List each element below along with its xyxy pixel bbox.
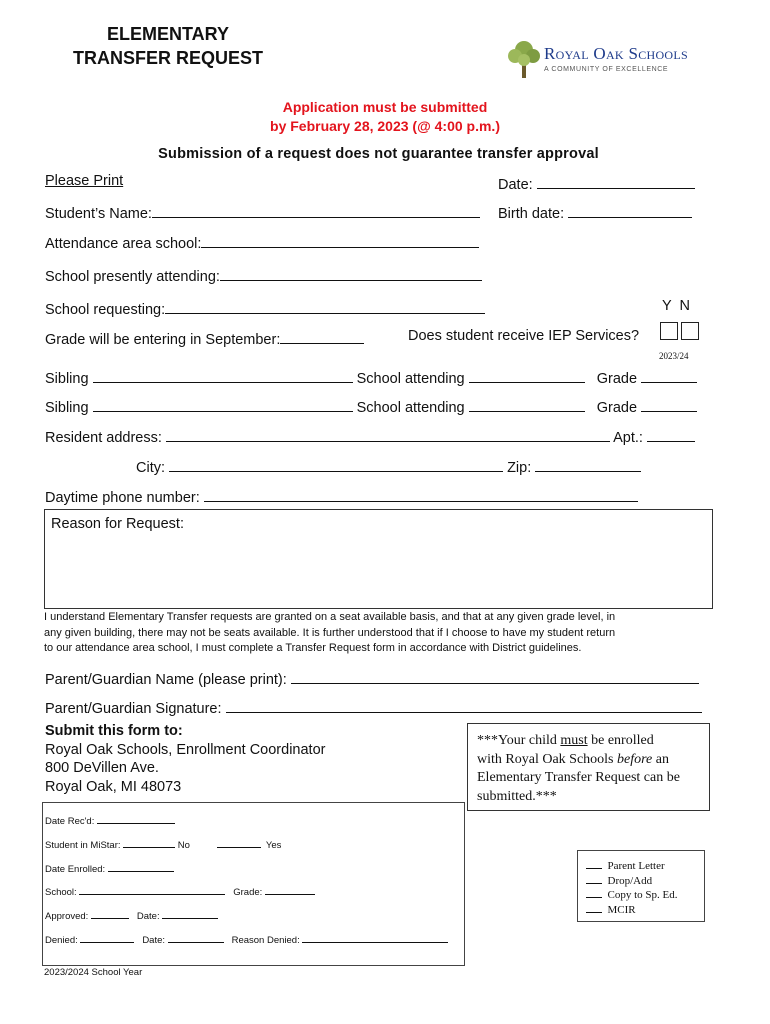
understanding-paragraph: I understand Elementary Transfer requests are granted on a seat available basis, and that at any given grade level, in any given building, there may not be seats available. It is further understood that if I choose to have my student return to our attendance area school, I must complete a Transfer Request form in accordance with District guidelines. <box>44 611 616 654</box>
attendance-area-field[interactable]: Attendance area school: <box>45 232 479 252</box>
checklist-item[interactable]: Drop/Add <box>586 874 704 889</box>
date-field[interactable]: Date: <box>498 173 695 193</box>
school-grade-field[interactable]: School: Grade: <box>45 884 315 898</box>
grade-entering-field[interactable]: Grade will be entering in September: <box>45 328 364 348</box>
office-checklist <box>577 850 705 922</box>
checklist-item[interactable]: MCIR <box>586 903 704 918</box>
logo-tagline: A COMMUNITY OF EXCELLENCE <box>544 66 669 73</box>
iep-checkboxes <box>660 322 702 345</box>
approval-notice: Submission of a request does not guarantee transfer approval <box>158 146 599 162</box>
approved-field[interactable]: Approved: Date: <box>45 908 218 922</box>
logo-name: Royal Oak Schools <box>544 44 689 63</box>
sibling-row-1[interactable]: Sibling School attending Grade <box>45 367 697 387</box>
deadline-line-2: by February 28, 2023 (@ 4:00 p.m.) <box>270 118 500 134</box>
school-requesting-field[interactable]: School requesting: <box>45 298 485 318</box>
submit-address: Submit this form to: Royal Oak Schools, Enrollment Coordinator 800 DeVillen Ave. Royal Oak, MI 48073 <box>45 723 326 795</box>
guardian-signature-field[interactable]: Parent/Guardian Signature: <box>45 697 702 717</box>
sibling-row-2[interactable]: Sibling School attending Grade <box>45 396 697 416</box>
iep-year: 2023/24 <box>659 351 689 361</box>
guardian-name-field[interactable]: Parent/Guardian Name (please print): <box>45 668 699 688</box>
reason-box[interactable] <box>44 509 713 609</box>
present-school-field[interactable]: School presently attending: <box>45 265 482 285</box>
daytime-phone-field[interactable]: Daytime phone number: <box>45 486 638 506</box>
form-title: ELEMENTARY TRANSFER REQUEST <box>72 24 263 68</box>
yes-no-header: Y N <box>662 298 690 314</box>
iep-yes-checkbox[interactable] <box>660 322 678 340</box>
iep-question: Does student receive IEP Services? <box>408 328 640 344</box>
please-print: Please Print <box>45 173 124 189</box>
school-year-footer: 2023/2024 School Year <box>44 967 143 978</box>
denied-field[interactable]: Denied: Date: Reason Denied: <box>45 932 448 946</box>
resident-address-field[interactable]: Resident address: Apt.: <box>45 426 695 446</box>
reason-label: Reason for Request: <box>51 516 184 532</box>
date-recd-field[interactable]: Date Rec'd: <box>45 813 175 827</box>
iep-no-checkbox[interactable] <box>681 322 699 340</box>
checklist-item[interactable]: Copy to Sp. Ed. <box>586 888 704 903</box>
mistar-field[interactable]: Student in MiStar: No Yes <box>45 837 281 851</box>
birth-date-field[interactable]: Birth date: <box>498 202 692 222</box>
checklist-item[interactable]: Parent Letter <box>586 859 704 874</box>
city-zip-field[interactable]: City: Zip: <box>136 456 641 476</box>
tree-icon <box>506 38 542 80</box>
date-enrolled-field[interactable]: Date Enrolled: <box>45 861 174 875</box>
district-logo <box>506 38 712 82</box>
student-name-field[interactable]: Student’s Name: <box>45 202 480 222</box>
deadline-line-1: Application must be submitted <box>282 99 488 115</box>
office-use-box <box>42 802 465 966</box>
enrollment-note-box: ***Your child must be enrolled with Royal Oak Schools before an Elementary Transfer Request can be submitted.*** <box>467 723 710 811</box>
